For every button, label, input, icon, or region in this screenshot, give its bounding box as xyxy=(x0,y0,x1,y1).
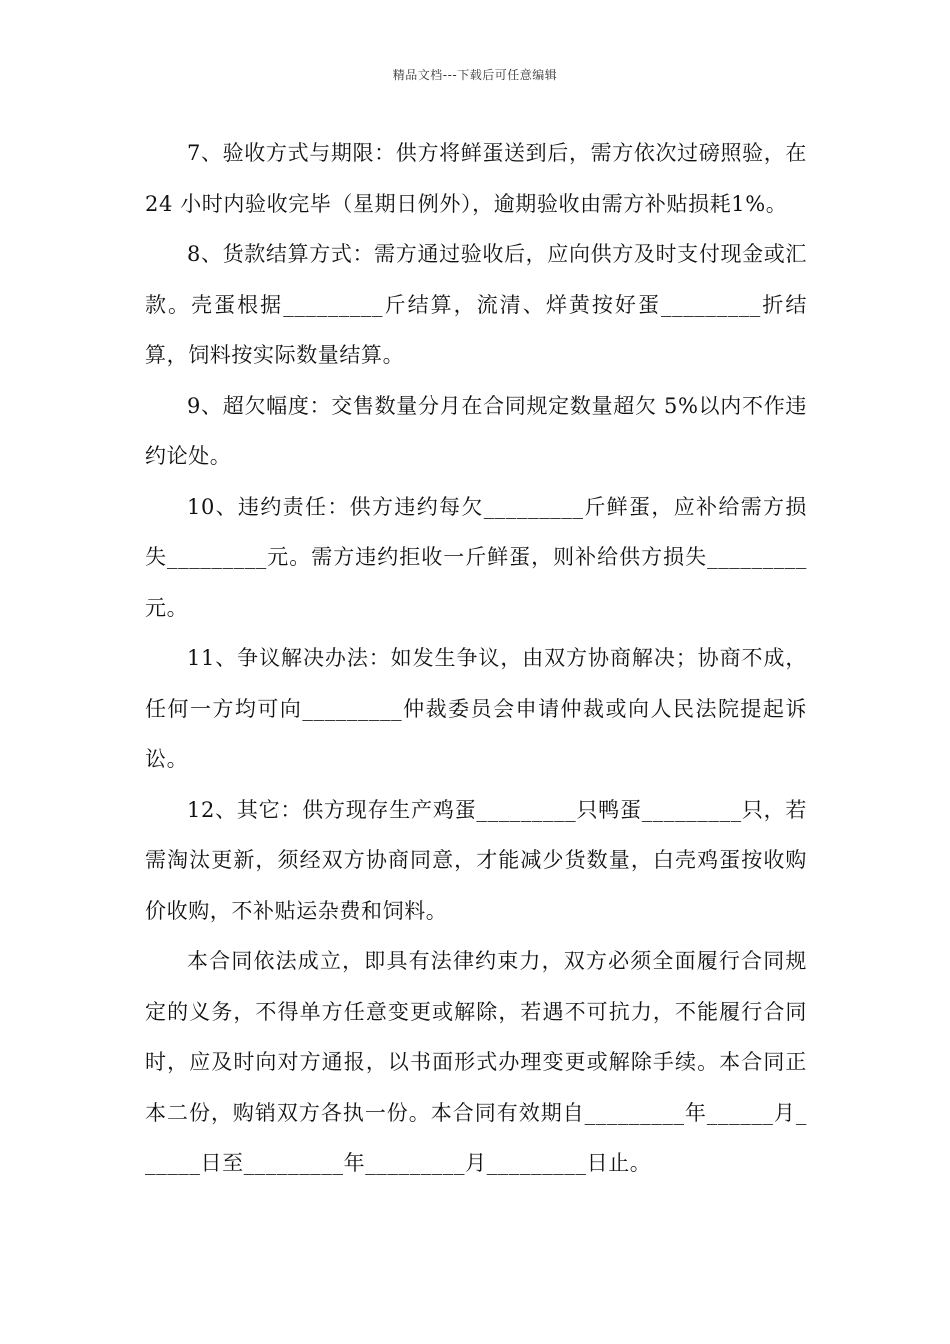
page-header: 精品文档---下载后可任意编辑 xyxy=(392,68,558,82)
clause-9-paragraph: 9、超欠幅度：交售数量分月在合同规定数量超欠 5%以内不作违约论处。 xyxy=(145,393,807,468)
contract-validity-paragraph: 本合同依法成立，即具有法律约束力，双方必须全面履行合同规定的义务，不得单方任意变更或解除，若遇不可抗力，不能履行合同时，应及时向对方通报，以书面形式办理变更或解除手续。本合同正本二份，购销双方各执一份。本合同有效期自_________年______月______日至_________年_________月_________日止。 xyxy=(145,949,807,1175)
clause-10-paragraph: 10、违约责任：供方违约每欠_________斤鲜蛋，应补给需方损失_________元。需方违约拒收一斤鲜蛋，则补给供方损失_________元。 xyxy=(145,494,807,620)
document-body xyxy=(145,128,807,1189)
clause-12-paragraph: 12、其它：供方现存生产鸡蛋_________只鸭蛋_________只，若需淘汰更新，须经双方协商同意，才能减少货数量，白壳鸡蛋按收购价收购，不补贴运杂费和饲料。 xyxy=(145,797,807,923)
clause-11-paragraph: 11、争议解决办法：如发生争议，由双方协商解决；协商不成，任何一方均可向_________仲裁委员会申请仲裁或向人民法院提起诉讼。 xyxy=(145,646,807,771)
clause-8-paragraph: 8、货款结算方式：需方通过验收后，应向供方及时支付现金或汇款。壳蛋根据_________斤结算，流清、烊黄按好蛋_________折结算，饲料按实际数量结算。 xyxy=(145,242,807,367)
clause-7-paragraph: 7、验收方式与期限：供方将鲜蛋送到后，需方依次过磅照验，在 24 小时内验收完毕（星期日例外），逾期验收由需方补贴损耗1%。 xyxy=(145,141,807,216)
